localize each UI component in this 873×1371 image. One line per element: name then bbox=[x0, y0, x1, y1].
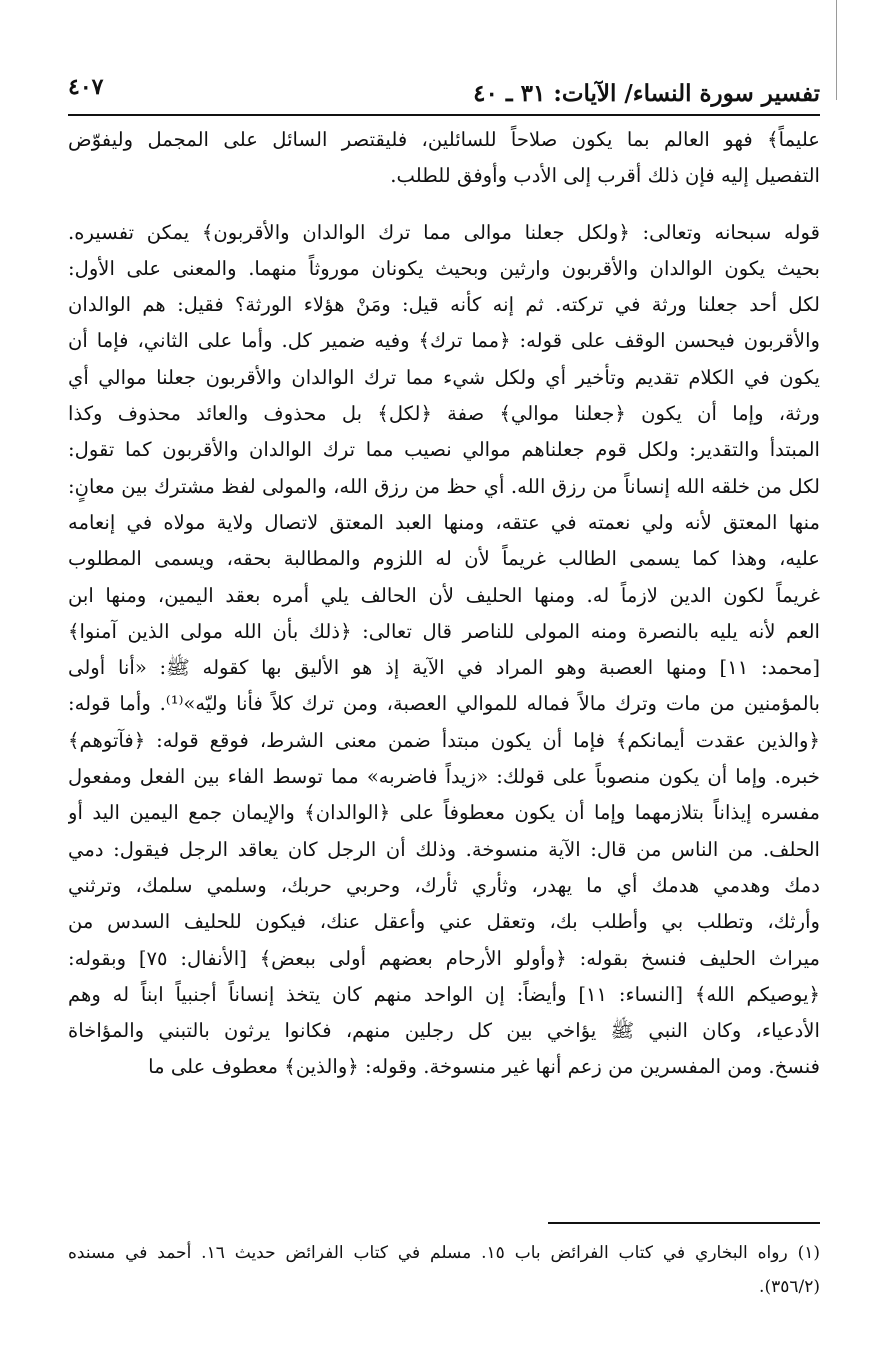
text-line: والأقربون فيحسن الوقف على قوله: ﴿مما ترك﴾ وفيه ضمير كل. وأما على الثاني، فإما أن bbox=[68, 329, 820, 353]
body-text bbox=[68, 122, 820, 1086]
paragraph bbox=[68, 122, 820, 195]
text-line: عليماً﴾ فهو العالم بما يكون صلاحاً للسائلين، فليقتصر السائل على المجمل وليفوّض bbox=[68, 128, 820, 151]
text-line: دمك وهدمي هدمك أي ما يهدر، وثأري ثأرك، وحربي حربك، وسلمي سلمك، وترثني bbox=[68, 873, 820, 897]
text-line: غريماً لكون الدين لازماً له. ومنها الحليف لأن الحالف يلي أمره بعقد اليمين، ومنها ابن bbox=[68, 583, 820, 607]
page-edge-line bbox=[836, 0, 837, 100]
text-line: خبره. وإما أن يكون منصوباً على قولك: «زيداً فاضربه» مما توسط الفاء بين الفعل ومفعول bbox=[68, 765, 820, 789]
footnote-line: (٣٥٦/٢). bbox=[759, 1277, 820, 1297]
text-line: قوله سبحانه وتعالى: ﴿ولكل جعلنا موالى مما ترك الوالدان والأقربون﴾ يمكن تفسيره. bbox=[68, 220, 820, 244]
text-line: بالمؤمنين من مات وترك مالاً فماله للموالي العصبة، ومن ترك كلاً فأنا وليّه»⁽¹⁾. وأما قوله: bbox=[68, 692, 820, 716]
text-line: التفصيل إليه فإن ذلك أقرب إلى الأدب وأوفق للطلب. bbox=[390, 164, 820, 188]
text-line: الحلف. من الناس من قال: الآية منسوخة. وذلك أن الرجل كان يعاقد الرجل فيقول: دمي bbox=[68, 837, 820, 861]
text-line: لكل أحد جعلنا ورثة في تركته. ثم إنه كأنه قيل: ومَنْ هؤلاء الورثة؟ فقيل: هم الوالدان bbox=[68, 293, 820, 317]
running-header-title: تفسير سورة النساء/ الآيات: ٣١ ـ ٤٠ bbox=[473, 80, 820, 107]
text-line: [محمد: ١١] ومنها العصبة وهو المراد في الآية إذ هو الأليق بها كقوله ﷺ: «أنا أولى bbox=[68, 656, 820, 680]
text-line: لكل من خلقه الله إنساناً من رزق الله. أي حظ من رزق الله، والمولى لفظ مشترك بين معانٍ: bbox=[68, 474, 820, 498]
running-header bbox=[68, 70, 820, 108]
text-line: ميراث الحليف فنسخ بقوله: ﴿وأولو الأرحام بعضهم أولى ببعض﴾ [الأنفال: ٧٥] وبقوله: bbox=[68, 946, 820, 970]
text-line: منها المعتق لأنه ولي نعمته في عتقه، ومنها العبد المعتق لاتصال ولاية مولاه في إنعامه bbox=[68, 510, 820, 534]
paragraph-gap bbox=[68, 195, 820, 215]
footnote-separator bbox=[548, 1222, 820, 1224]
text-line: ورثة، وإما أن يكون ﴿جعلنا موالي﴾ صفة ﴿لكل﴾ بل محذوف والعائد محذوف وكذا bbox=[68, 402, 820, 426]
footnote-line: (١) رواه البخاري في كتاب الفرائض باب ١٥. مسلم في كتاب الفرائض حديث ١٦. أحمد في مسنده bbox=[68, 1243, 820, 1263]
text-line: المبتدأ والتقدير: ولكل قوم جعلناهم موالي نصيب مما ترك الوالدان والأقربون كما تقول: bbox=[68, 438, 820, 462]
text-line: ﴿والذين عقدت أيمانكم﴾ فإما أن يكون مبتدأ ضمن معنى الشرط، فوقع قوله: ﴿فآتوهم﴾ bbox=[68, 728, 820, 752]
paragraph bbox=[68, 215, 820, 1086]
text-line: عليه، وهذا كما يسمى الطالب غريماً لأن له اللزوم والمطالبة بحقه، ويسمى المطلوب bbox=[68, 547, 820, 571]
page-number: ٤٠٧ bbox=[68, 74, 104, 100]
text-line: فنسخ. ومن المفسرين من زعم أنها غير منسوخة. وقوله: ﴿والذين﴾ معطوف على ما bbox=[148, 1055, 820, 1079]
text-line: وأرثك، وتطلب بي وأطلب بك، وتعقل عني وأعقل عنك، فيكون للحليف السدس من bbox=[68, 910, 820, 934]
text-line: الأدعياء، وكان النبي ﷺ يؤاخي بين كل رجلين منهم، فكانوا يرثون بالتبني والمؤاخاة bbox=[68, 1019, 820, 1043]
text-line: يكون في الكلام تقديم وتأخير أي ولكل شيء مما ترك الوالدان والأقربون جعلنا موالي أي bbox=[68, 365, 820, 389]
text-line: العم لأنه يليه بالنصرة ومنه المولى للناصر قال تعالى: ﴿ذلك بأن الله مولى الذين آمنوا﴾ bbox=[68, 619, 820, 643]
header-rule bbox=[68, 114, 820, 116]
footnotes bbox=[68, 1236, 820, 1304]
text-line: مفسره إيذاناً بتلازمهما وإما أن يكون معطوفاً على ﴿الوالدان﴾ والإيمان جمع اليمين اليد أو bbox=[68, 801, 820, 825]
text-line: بحيث يكون الوالدان والأقربون وارثين وبحيث يكونان موروثاً منهما. والمعنى على الأول: bbox=[68, 256, 820, 280]
text-line: ﴿يوصيكم الله﴾ [النساء: ١١] وأيضاً: إن الواحد منهم كان يتخذ إنساناً أجنبياً ابناً له وهم bbox=[68, 982, 820, 1006]
